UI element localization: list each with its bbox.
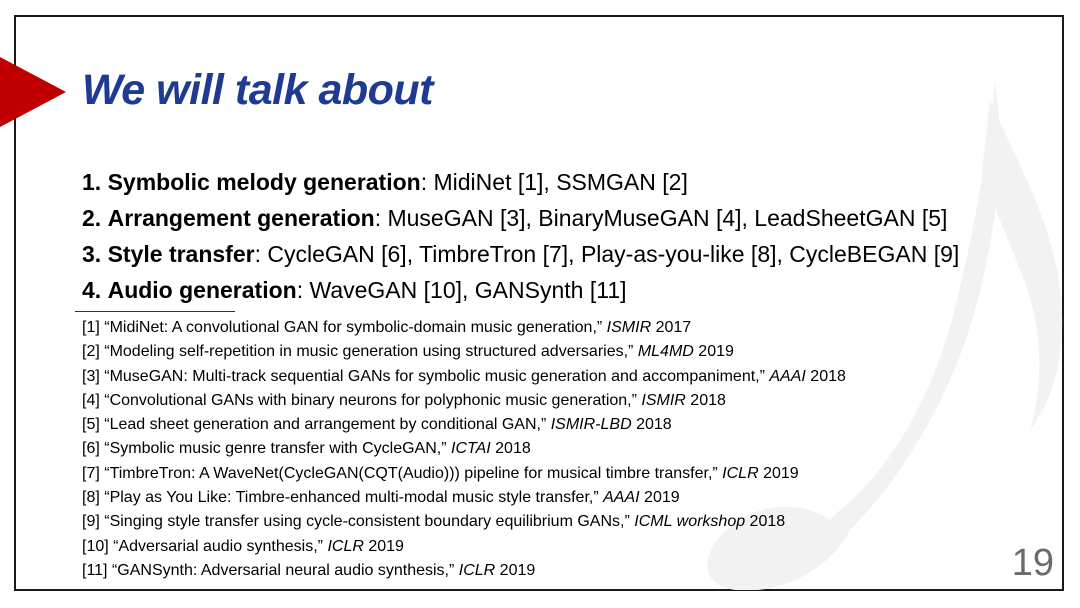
reference-venue: AAAI xyxy=(603,489,640,507)
reference-venue: ICML workshop xyxy=(634,513,746,531)
reference-year: 2018 xyxy=(685,391,726,409)
reference-venue: ICLR xyxy=(722,464,759,482)
topic-details: : MuseGAN [3], BinaryMuseGAN [4], LeadSheetGAN [5] xyxy=(374,205,948,231)
reference-venue: ICTAI xyxy=(451,440,491,458)
reference-item xyxy=(82,316,846,340)
reference-venue: ISMIR xyxy=(606,319,652,336)
reference-item xyxy=(82,389,846,413)
topic-details: : MidiNet [1], SSMGAN [2] xyxy=(420,169,688,195)
divider xyxy=(75,311,235,312)
reference-text: [7] “TimbreTron: A WaveNet(CycleGAN(CQT(Audio))) pipeline for musical timbre transfer,” xyxy=(82,464,723,482)
topic-heading: Audio generation xyxy=(107,277,297,303)
reference-text: [10] “Adversarial audio synthesis,” xyxy=(82,537,328,555)
reference-year: 2018 xyxy=(490,440,531,458)
reference-item xyxy=(82,462,846,486)
reference-year: 2019 xyxy=(758,464,799,482)
reference-year: 2019 xyxy=(495,561,536,579)
reference-text: [8] “Play as You Like: Timbre-enhanced multi-modal music style transfer,” xyxy=(82,489,604,507)
reference-year: 2019 xyxy=(639,489,680,507)
reference-item xyxy=(82,559,846,583)
topic-heading: Style transfer xyxy=(107,241,255,267)
red-arrow-icon xyxy=(0,57,66,127)
reference-year: 2018 xyxy=(745,513,786,531)
reference-item xyxy=(82,510,846,534)
reference-year: 2019 xyxy=(363,537,404,555)
topic-number: 2. xyxy=(82,205,102,231)
reference-year: 2018 xyxy=(805,367,846,385)
topic-number: 3. xyxy=(82,241,102,267)
topic-details: : CycleGAN [6], TimbreTron [7], Play-as-you-like [8], CycleBEGAN [9] xyxy=(254,241,960,267)
topic-heading: Arrangement generation xyxy=(107,205,375,231)
reference-text: [11] “GANSynth: Adversarial neural audio synthesis,” xyxy=(82,561,459,579)
reference-venue: ISMIR xyxy=(641,391,686,409)
reference-venue: AAAI xyxy=(769,367,806,385)
reference-venue: ICLR xyxy=(458,561,496,579)
reference-text: [1] “MidiNet: A convolutional GAN for symbolic-domain music generation,” xyxy=(82,319,607,336)
slide-title: We will talk about xyxy=(82,66,433,114)
reference-year: 2017 xyxy=(651,319,692,336)
topic-number: 4. xyxy=(82,277,102,303)
reference-venue: ML4MD xyxy=(637,343,694,361)
reference-item xyxy=(82,365,846,389)
topic-item xyxy=(82,200,959,236)
topic-number: 1. xyxy=(82,169,102,195)
reference-item xyxy=(82,340,846,364)
reference-item xyxy=(82,486,846,510)
reference-item xyxy=(82,535,846,559)
reference-item xyxy=(82,437,846,461)
topic-item xyxy=(82,164,959,200)
reference-text: [5] “Lead sheet generation and arrangement by conditional GAN,” xyxy=(82,416,551,434)
page-number: 19 xyxy=(1011,542,1054,584)
reference-venue: ICLR xyxy=(327,537,364,555)
topic-item xyxy=(82,236,959,272)
reference-text: [2] “Modeling self-repetition in music generation using structured adversaries,” xyxy=(82,343,638,361)
reference-list xyxy=(82,316,846,583)
topic-details: : WaveGAN [10], GANSynth [11] xyxy=(296,277,627,303)
reference-year: 2018 xyxy=(631,416,672,434)
reference-year: 2019 xyxy=(693,343,734,361)
topic-heading: Symbolic melody generation xyxy=(107,169,421,195)
reference-item xyxy=(82,413,846,437)
reference-venue: ISMIR-LBD xyxy=(550,416,632,434)
reference-text: [6] “Symbolic music genre transfer with CycleGAN,” xyxy=(82,440,451,458)
topic-list xyxy=(82,164,959,308)
topic-item xyxy=(82,272,959,308)
reference-text: [4] “Convolutional GANs with binary neurons for polyphonic music generation,” xyxy=(82,391,642,409)
reference-text: [3] “MuseGAN: Multi-track sequential GANs for symbolic music generation and accompaniment,” xyxy=(82,367,770,385)
reference-text: [9] “Singing style transfer using cycle-consistent boundary equilibrium GANs,” xyxy=(82,513,635,531)
